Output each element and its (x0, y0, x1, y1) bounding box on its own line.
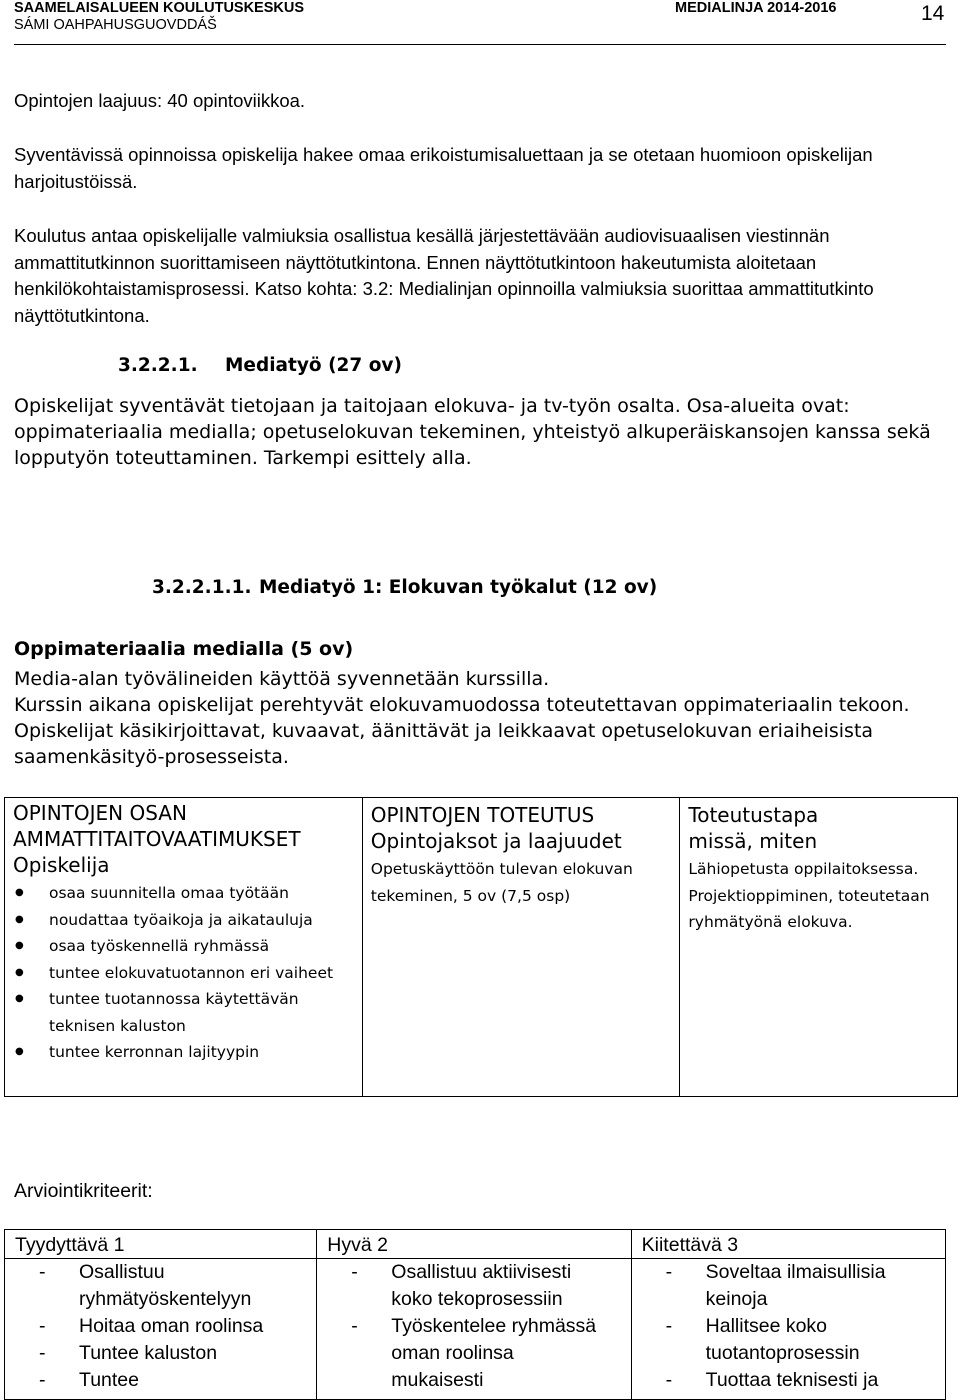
list-item: - Hallitsee koko tuotantoprosessin (632, 1313, 922, 1367)
criteria-col-3 (631, 1259, 945, 1400)
list-item: - Tuottaa teknisesti ja (632, 1367, 922, 1394)
requirements-list (5, 880, 349, 1066)
criteria-col-1-title: Tyydyttävä 1 (5, 1230, 317, 1259)
criteria-table (4, 1229, 946, 1400)
col2-heading-2: Opintojaksot ja laajuudet (370, 829, 622, 853)
header-program: MEDIALINJA 2014-2016 (675, 0, 837, 16)
section-2-number: 3.2.2.1.1. (152, 577, 252, 598)
section-2-body: Kurssin aikana opiskelijat perehtyvät elokuvamuodossa toteutettavan oppimateriaalin tekoon. Opiskelijat käsikirjoittavat, kuvaavat, äänittävät ja leikkaavat opetuselokuvan eriaiheisista saamenkäsityö-prosesseista. (14, 694, 910, 768)
list-item: ● osaa työskennellä ryhmässä (49, 933, 349, 960)
intro-paragraph-1: Syventävissä opinnoissa opiskelija hakee omaa erikoistumisaluettaan ja se otetaan huomioon opiskelijan harjoitustöissä. (14, 144, 873, 192)
section-2-title: Mediatyö 1: Elokuvan työkalut (12 ov) (259, 577, 658, 598)
header-org-sami: SÁMI OAHPAHUSGUOVDDÁŠ (14, 17, 217, 33)
col3-heading-1: Toteutustapa (688, 803, 819, 827)
list-item: ● tuntee kerronnan lajityypin (49, 1039, 349, 1066)
section-1-body: Opiskelijat syventävät tietojaan ja taitojaan elokuva- ja tv-työn osalta. Osa-alueita ovat: oppimateriaalia medialla; opetuselokuvan tekeminen, yhteistyö alkuperäiskansojen kanssa sekä lopputyön toteuttaminen. Tarkempi esittely alla. (14, 395, 931, 469)
criteria-col-2-title: Hyvä 2 (317, 1230, 631, 1259)
criteria-label: Arviointikriteerit: (14, 1180, 153, 1202)
criteria-col-3-title: Kiitettävä 3 (631, 1230, 945, 1259)
requirements-cell (5, 798, 363, 1097)
list-item: - Osallistuu aktiivisesti koko tekoprosessiin (317, 1259, 607, 1313)
intro-paragraph-2: Koulutus antaa opiskelijalle valmiuksia osallistua kesällä järjestettävään audiovisuaalisen viestinnän ammattitutkinnon suorittamiseen näyttötutkintona. Ennen näyttötutkintoon hakeutumista aloitetaan henkilökohtaistamisprosessi. Katso kohta: 3.2: Medialinjan opinnoilla valmiuksia suorittaa ammattitutkinto näyttötutkintona. (14, 225, 874, 326)
section-2-line-1: Media-alan työvälineiden käyttöä syvennetään kurssilla. (14, 668, 550, 690)
col1-heading-3: Opiskelija (13, 853, 110, 877)
requirements-table (4, 797, 958, 1097)
col1-heading-2: AMMATTITAITOVAATIMUKSET (13, 827, 301, 851)
list-item: - Osallistuu ryhmätyöskentelyyn (5, 1259, 275, 1313)
section-2-subheading: Oppimateriaalia medialla (5 ov) (14, 638, 354, 660)
col2-text: Opetuskäyttöön tulevan elokuvan tekeminen, 5 ov (7,5 osp) (370, 860, 633, 905)
list-item: - Tuntee kaluston (5, 1340, 275, 1367)
page-number: 14 (921, 2, 945, 25)
list-item: - Tuntee (5, 1367, 275, 1394)
list-item: ● noudattaa työaikoja ja aikatauluja (49, 907, 349, 934)
col3-heading-2: missä, miten (688, 829, 818, 853)
criteria-col-2 (317, 1259, 631, 1400)
criteria-col-1 (5, 1259, 317, 1400)
list-item: ● tuntee elokuvatuotannon eri vaiheet (49, 960, 349, 987)
implementation-cell (362, 798, 680, 1097)
list-item: - Soveltaa ilmaisullisia keinoja (632, 1259, 922, 1313)
scope-text: Opintojen laajuus: 40 opintoviikkoa. (14, 90, 306, 111)
header-org: SAAMELAISALUEEN KOULUTUSKESKUS (14, 0, 305, 16)
col2-heading-1: OPINTOJEN TOTEUTUS (370, 803, 595, 827)
list-item: ● osaa suunnitella omaa työtään (49, 880, 349, 907)
method-cell (680, 798, 958, 1097)
list-item: ● tuntee tuotannossa käytettävän teknisen kaluston (49, 986, 349, 1039)
section-1-title: Mediatyö (27 ov) (225, 355, 402, 376)
col1-heading-1: OPINTOJEN OSAN (13, 801, 187, 825)
section-1-number: 3.2.2.1. (118, 355, 198, 376)
list-item: - Hoitaa oman roolinsa (5, 1313, 275, 1340)
col3-text: Lähiopetusta oppilaitoksessa. Projektioppiminen, toteutetaan ryhmätyönä elokuva. (688, 860, 930, 931)
header-rule (14, 44, 946, 45)
list-item: - Työskentelee ryhmässä oman roolinsa mukaisesti (317, 1313, 607, 1394)
